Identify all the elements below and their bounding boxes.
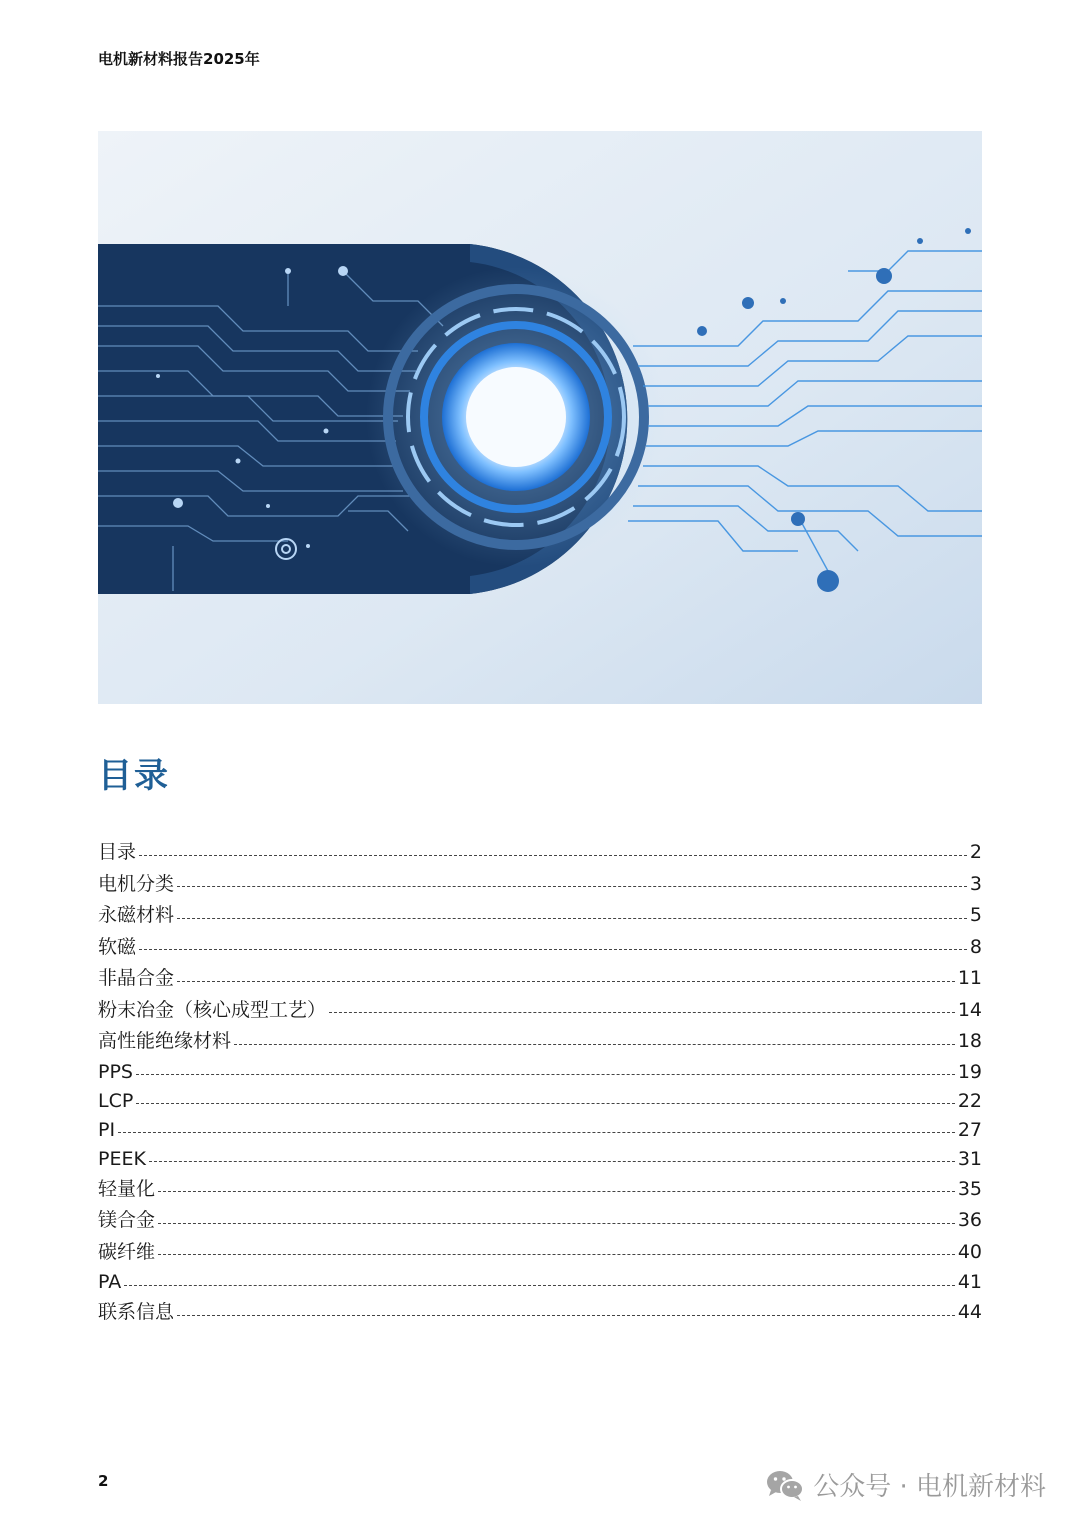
- toc-entry-label: 目录: [98, 841, 137, 863]
- toc-leader: [177, 885, 967, 887]
- toc-entry-page: 2: [969, 841, 982, 863]
- toc-entry-label: 电机分类: [98, 872, 175, 895]
- toc-entry[interactable]: [98, 995, 982, 1027]
- toc-entry-label: 非晶合金: [98, 967, 175, 989]
- toc-entry-page: 40: [957, 1240, 982, 1263]
- report-header-title: 电机新材料报告2025年: [98, 50, 260, 68]
- toc-leader: [124, 1284, 955, 1286]
- watermark-text: 公众号 · 电机新材料: [813, 1472, 1046, 1502]
- toc-entry-page: 11: [957, 967, 982, 989]
- toc-entry[interactable]: [98, 1297, 982, 1329]
- toc-entry[interactable]: [98, 837, 982, 869]
- toc-entry[interactable]: [98, 1087, 982, 1116]
- toc-leader: [158, 1190, 955, 1192]
- toc-entry[interactable]: [98, 932, 982, 964]
- toc-entry-label: PEEK: [98, 1147, 146, 1170]
- table-of-contents: [98, 837, 982, 1329]
- toc-entry[interactable]: [98, 1237, 982, 1269]
- toc-leader: [158, 1253, 955, 1255]
- toc-entry-label: PA: [98, 1271, 122, 1293]
- toc-entry[interactable]: [98, 963, 982, 995]
- toc-leader: [149, 1160, 955, 1162]
- toc-entry-label: 碳纤维: [98, 1240, 156, 1263]
- toc-entry[interactable]: [98, 1058, 982, 1087]
- toc-entry-page: 5: [969, 904, 982, 926]
- toc-entry-page: 36: [957, 1209, 982, 1231]
- toc-leader: [158, 1222, 955, 1224]
- toc-leader: [177, 1314, 955, 1316]
- hero-image: [98, 131, 982, 704]
- toc-entry-label: 镁合金: [98, 1209, 156, 1231]
- toc-entry[interactable]: [98, 869, 982, 901]
- toc-entry-page: 14: [957, 998, 982, 1021]
- toc-entry[interactable]: [98, 1268, 982, 1297]
- toc-leader: [136, 1102, 955, 1104]
- toc-entry[interactable]: [98, 900, 982, 932]
- wechat-icon: [765, 1468, 805, 1502]
- toc-entry-label: 高性能绝缘材料: [98, 1030, 232, 1052]
- toc-entry-page: 31: [957, 1147, 982, 1170]
- toc-entry-label: PPS: [98, 1060, 133, 1083]
- toc-entry-page: 3: [969, 872, 982, 895]
- toc-entry-label: 永磁材料: [98, 904, 175, 926]
- toc-entry-label: 联系信息: [98, 1301, 175, 1323]
- toc-entry-page: 22: [957, 1089, 982, 1112]
- toc-entry-page: 44: [957, 1301, 982, 1323]
- toc-entry[interactable]: [98, 1205, 982, 1237]
- toc-entry[interactable]: [98, 1145, 982, 1174]
- toc-leader: [136, 1073, 955, 1075]
- page-number: 2: [98, 1472, 109, 1490]
- toc-entry-page: 19: [957, 1060, 982, 1083]
- toc-entry-label: PI: [98, 1118, 116, 1141]
- toc-entry-page: 8: [969, 935, 982, 958]
- toc-entry-page: 18: [957, 1030, 982, 1052]
- toc-entry[interactable]: [98, 1026, 982, 1058]
- toc-entry[interactable]: [98, 1174, 982, 1206]
- toc-entry-page: 35: [957, 1177, 982, 1200]
- toc-leader: [139, 948, 967, 950]
- toc-entry-label: LCP: [98, 1089, 134, 1112]
- toc-entry-label: 粉末冶金（核心成型工艺）: [98, 998, 327, 1021]
- toc-leader: [177, 980, 955, 982]
- toc-entry-label: 软磁: [98, 935, 137, 958]
- toc-leader: [139, 854, 967, 856]
- toc-leader: [234, 1043, 955, 1045]
- toc-entry[interactable]: [98, 1116, 982, 1145]
- toc-entry-page: 27: [957, 1118, 982, 1141]
- circuit-illustration: [98, 131, 982, 704]
- toc-leader: [329, 1011, 955, 1013]
- watermark: [765, 1466, 1046, 1503]
- toc-leader: [177, 917, 967, 919]
- toc-entry-page: 41: [957, 1271, 982, 1293]
- toc-heading: 目录: [98, 756, 170, 796]
- toc-leader: [118, 1131, 955, 1133]
- toc-entry-label: 轻量化: [98, 1177, 156, 1200]
